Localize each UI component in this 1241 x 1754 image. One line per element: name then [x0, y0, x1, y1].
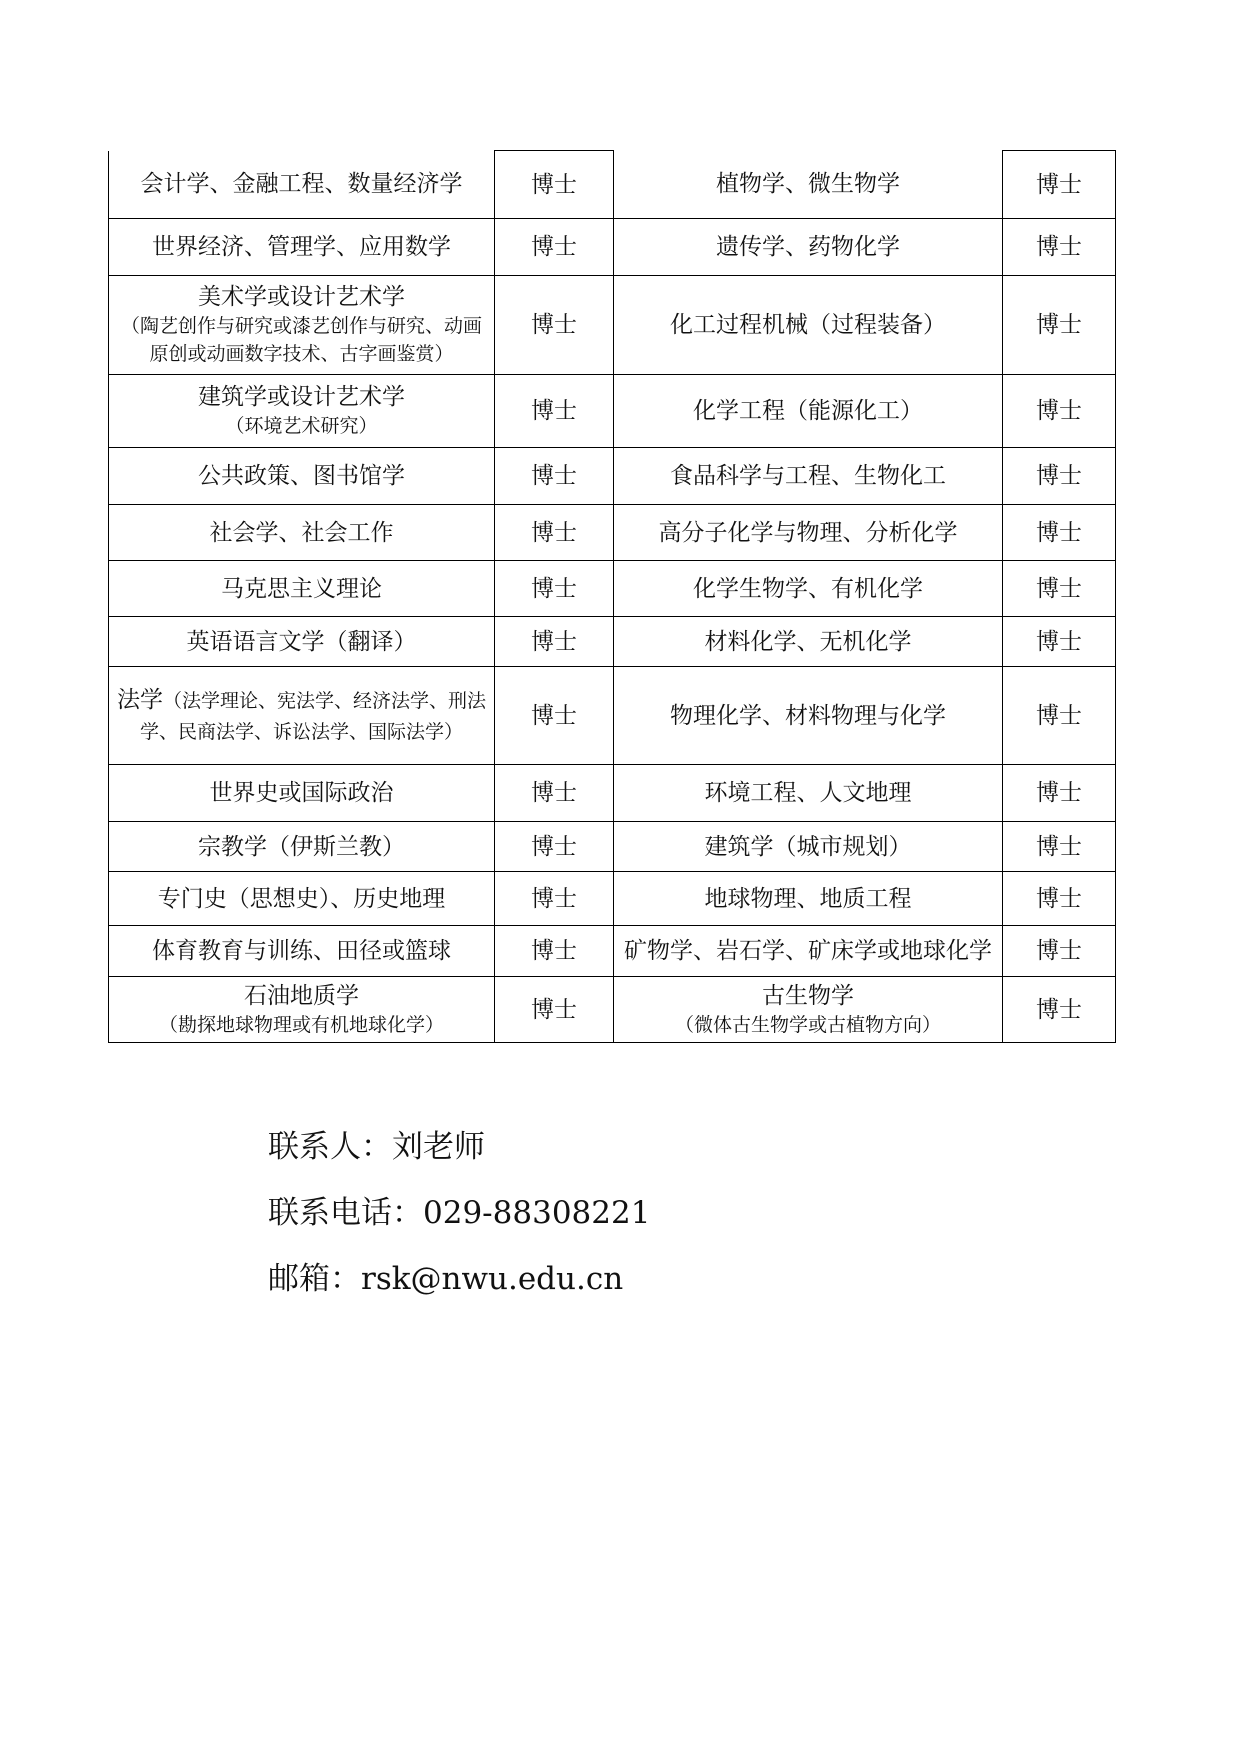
- left-major-cell: 英语语言文学（翻译）: [109, 617, 495, 667]
- right-major-cell: [614, 977, 1003, 1043]
- right-degree-cell: 博士: [1003, 765, 1116, 822]
- table-row: [109, 822, 1116, 872]
- left-degree-cell: 博士: [495, 219, 614, 276]
- left-degree-cell: 博士: [495, 822, 614, 872]
- left-major-cell: 公共政策、图书馆学: [109, 448, 495, 505]
- left-degree-cell: 博士: [495, 276, 614, 375]
- right-major-cell: 食品科学与工程、生物化工: [614, 448, 1003, 505]
- left-major-cell: 社会学、社会工作: [109, 505, 495, 561]
- right-degree-cell: 博士: [1003, 977, 1116, 1043]
- left-degree-cell: 博士: [495, 617, 614, 667]
- table-row: [109, 667, 1116, 765]
- major-subtitle: （陶艺创作与研究或漆艺创作与研究、动画原创或动画数字技术、古字画鉴赏）: [120, 315, 482, 365]
- table-row: [109, 617, 1116, 667]
- right-major-cell: 遗传学、药物化学: [614, 219, 1003, 276]
- left-degree-cell: 博士: [495, 505, 614, 561]
- left-major-cell: 专门史（思想史）、历史地理: [109, 872, 495, 926]
- right-degree-cell: 博士: [1003, 926, 1116, 977]
- table-row: [109, 448, 1116, 505]
- recruitment-table: [108, 150, 1116, 1043]
- left-major-cell: [109, 977, 495, 1043]
- table-row: [109, 219, 1116, 276]
- right-degree-cell: 博士: [1003, 561, 1116, 617]
- left-degree-cell: 博士: [495, 926, 614, 977]
- table-row: [109, 765, 1116, 822]
- major-subtitle: （环境艺术研究）: [225, 415, 378, 437]
- table-row: [109, 926, 1116, 977]
- left-major-cell: 马克思主义理论: [109, 561, 495, 617]
- major-title: 法学: [116, 686, 163, 713]
- right-degree-cell: 博士: [1003, 151, 1116, 219]
- major-title: 美术学或设计艺术学: [198, 284, 405, 310]
- left-degree-cell: 博士: [495, 448, 614, 505]
- right-degree-cell: 博士: [1003, 375, 1116, 448]
- right-major-cell: 化学生物学、有机化学: [614, 561, 1003, 617]
- right-major-cell: 材料化学、无机化学: [614, 617, 1003, 667]
- left-major-cell: [109, 276, 495, 375]
- left-major-cell: 会计学、金融工程、数量经济学: [109, 151, 495, 219]
- right-major-cell: 植物学、微生物学: [614, 151, 1003, 219]
- right-degree-cell: 博士: [1003, 822, 1116, 872]
- left-degree-cell: 博士: [495, 765, 614, 822]
- table-row: [109, 561, 1116, 617]
- table-row: [109, 505, 1116, 561]
- right-degree-cell: 博士: [1003, 617, 1116, 667]
- left-degree-cell: 博士: [495, 151, 614, 219]
- major-subtitle: （法学理论、宪法学、经济法学、刑法学、民商法学、诉讼法学、国际法学）: [139, 689, 486, 743]
- right-major-cell: 地球物理、地质工程: [614, 872, 1003, 926]
- contact-person: 联系人：刘老师: [268, 1129, 485, 1165]
- right-major-cell: 矿物学、岩石学、矿床学或地球化学: [614, 926, 1003, 977]
- right-degree-cell: 博士: [1003, 872, 1116, 926]
- right-major-cell: 环境工程、人文地理: [614, 765, 1003, 822]
- left-degree-cell: 博士: [495, 667, 614, 765]
- table-row: [109, 375, 1116, 448]
- major-subtitle: （微体古生物学或古植物方向）: [674, 1013, 941, 1036]
- table-row: [109, 977, 1116, 1043]
- major-title: 石油地质学: [244, 982, 359, 1009]
- table-row: [109, 276, 1116, 375]
- left-major-cell: [109, 667, 495, 765]
- left-degree-cell: 博士: [495, 375, 614, 448]
- right-major-cell: 化学工程（能源化工）: [614, 375, 1003, 448]
- left-degree-cell: 博士: [495, 872, 614, 926]
- left-degree-cell: 博士: [495, 977, 614, 1043]
- major-subtitle: （勘探地球物理或有机地球化学）: [158, 1013, 444, 1036]
- right-major-cell: 化工过程机械（过程装备）: [614, 276, 1003, 375]
- left-major-cell: 体育教育与训练、田径或篮球: [109, 926, 495, 977]
- major-title: 古生物学: [762, 982, 854, 1009]
- contact-info: [268, 1114, 650, 1312]
- table-row: [109, 151, 1116, 219]
- left-major-cell: 世界经济、管理学、应用数学: [109, 219, 495, 276]
- left-degree-cell: 博士: [495, 561, 614, 617]
- left-major-cell: 世界史或国际政治: [109, 765, 495, 822]
- right-major-cell: 物理化学、材料物理与化学: [614, 667, 1003, 765]
- left-major-cell: [109, 375, 495, 448]
- contact-email: 邮箱：rsk@nwu.edu.cn: [268, 1261, 624, 1297]
- table-row: [109, 872, 1116, 926]
- right-degree-cell: 博士: [1003, 219, 1116, 276]
- right-major-cell: 建筑学（城市规划）: [614, 822, 1003, 872]
- right-degree-cell: 博士: [1003, 505, 1116, 561]
- major-title: 建筑学或设计艺术学: [198, 384, 405, 410]
- right-degree-cell: 博士: [1003, 448, 1116, 505]
- contact-phone: 联系电话：029-88308221: [268, 1195, 651, 1231]
- right-major-cell: 高分子化学与物理、分析化学: [614, 505, 1003, 561]
- right-degree-cell: 博士: [1003, 276, 1116, 375]
- left-major-cell: 宗教学（伊斯兰教）: [109, 822, 495, 872]
- right-degree-cell: 博士: [1003, 667, 1116, 765]
